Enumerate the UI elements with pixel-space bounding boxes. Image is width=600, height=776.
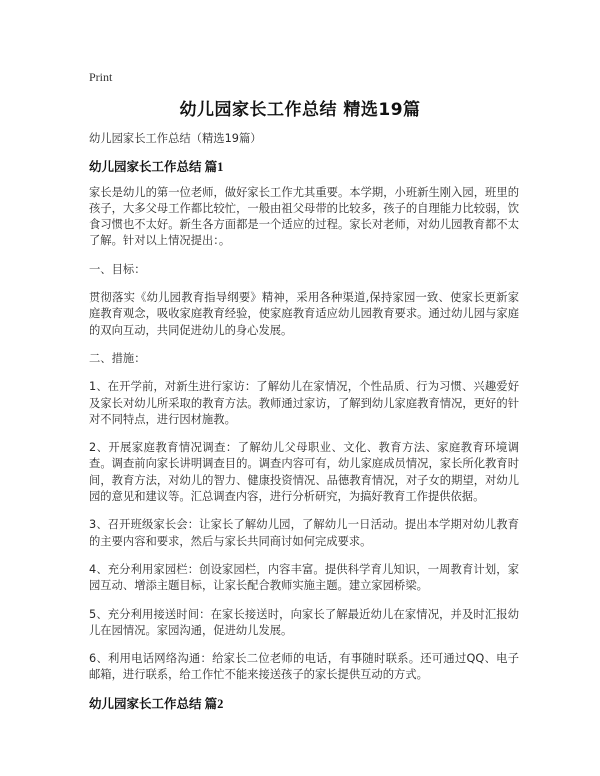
intro-paragraph: 家长是幼儿的第一位老师，做好家长工作尤其重要。本学期，小班新生刚入园，班里的孩子，大多父母工作都比较忙，一般由祖父母带的比较多，孩子的自理能力比较弱，饮食习惯也不太好。新生各方面都是一个适应的过程。家长对老师，对幼儿园教育都不太了解。针对以上情况提出：。: [89, 185, 519, 248]
measure-item: 2、开展家庭教育情况调查：了解幼儿父母职业、文化、教育方法、家庭教育环境调查。调查前向家长讲明调查目的。调查内容可有，幼儿家庭成员情况，家长所化教育时间，教育方法，对幼儿的智力、健康投资情况、品德教育情况，对子女的期望，对幼儿园的意见和建议等。汇总调查内容，进行分析研究，为搞好教育工作提供依据。: [89, 441, 519, 504]
section-heading-1: 幼儿园家长工作总结 篇1: [89, 160, 224, 175]
goal-label: 一、目标：: [89, 262, 146, 276]
measures-label: 二、措施：: [89, 351, 146, 365]
goal-paragraph: 贯彻落实《幼儿园教育指导纲要》精神，采用各种渠道,保持家园一致、使家长更新家庭教育观念，吸收家庭教育经验，使家庭教育适应幼儿园教育要求。通过幼儿园与家庭的双向互动，共同促进幼儿的身心发展。: [89, 291, 519, 337]
subtitle: 幼儿园家长工作总结（精选19篇）: [89, 132, 262, 145]
page-title: 幼儿园家长工作总结 精选19篇: [179, 100, 421, 120]
measure-item: 3、召开班级家长会：让家长了解幼儿园，了解幼儿一日活动。提出本学期对幼儿教育的主要内容和要求，然后与家长共同商讨如何完成要求。: [89, 518, 519, 548]
measure-item: 4、充分利用家园栏：创设家园栏，内容丰富。提供科学育儿知识，一周教育计划，家园互动、增添主题目标，让家长配合教师实施主题。建立家园桥梁。: [89, 562, 519, 593]
measure-item: 1、在开学前，对新生进行家访：了解幼儿在家情况，个性品质、行为习惯、兴趣爱好及家长对幼儿所采取的教育方法。教师通过家访，了解到幼儿家庭教育情况，更好的针对不同特点，进行因材施教。: [89, 380, 519, 426]
section-heading-2: 幼儿园家长工作总结 篇2: [89, 696, 224, 711]
measure-item: 6、利用电话网络沟通：给家长二位老师的电话，有事随时联系。还可通过QQ、电子邮箱，进行联系，给工作忙不能来接送孩子的家长提供互动的方式。: [89, 652, 519, 682]
article-body: [89, 131, 519, 721]
print-link[interactable]: Print: [89, 70, 113, 84]
measure-item: 5、充分利用接送时间：在家长接送时，向家长了解最近幼儿在家情况，并及时汇报幼儿在园情况。家园沟通，促进幼儿发展。: [89, 607, 519, 637]
